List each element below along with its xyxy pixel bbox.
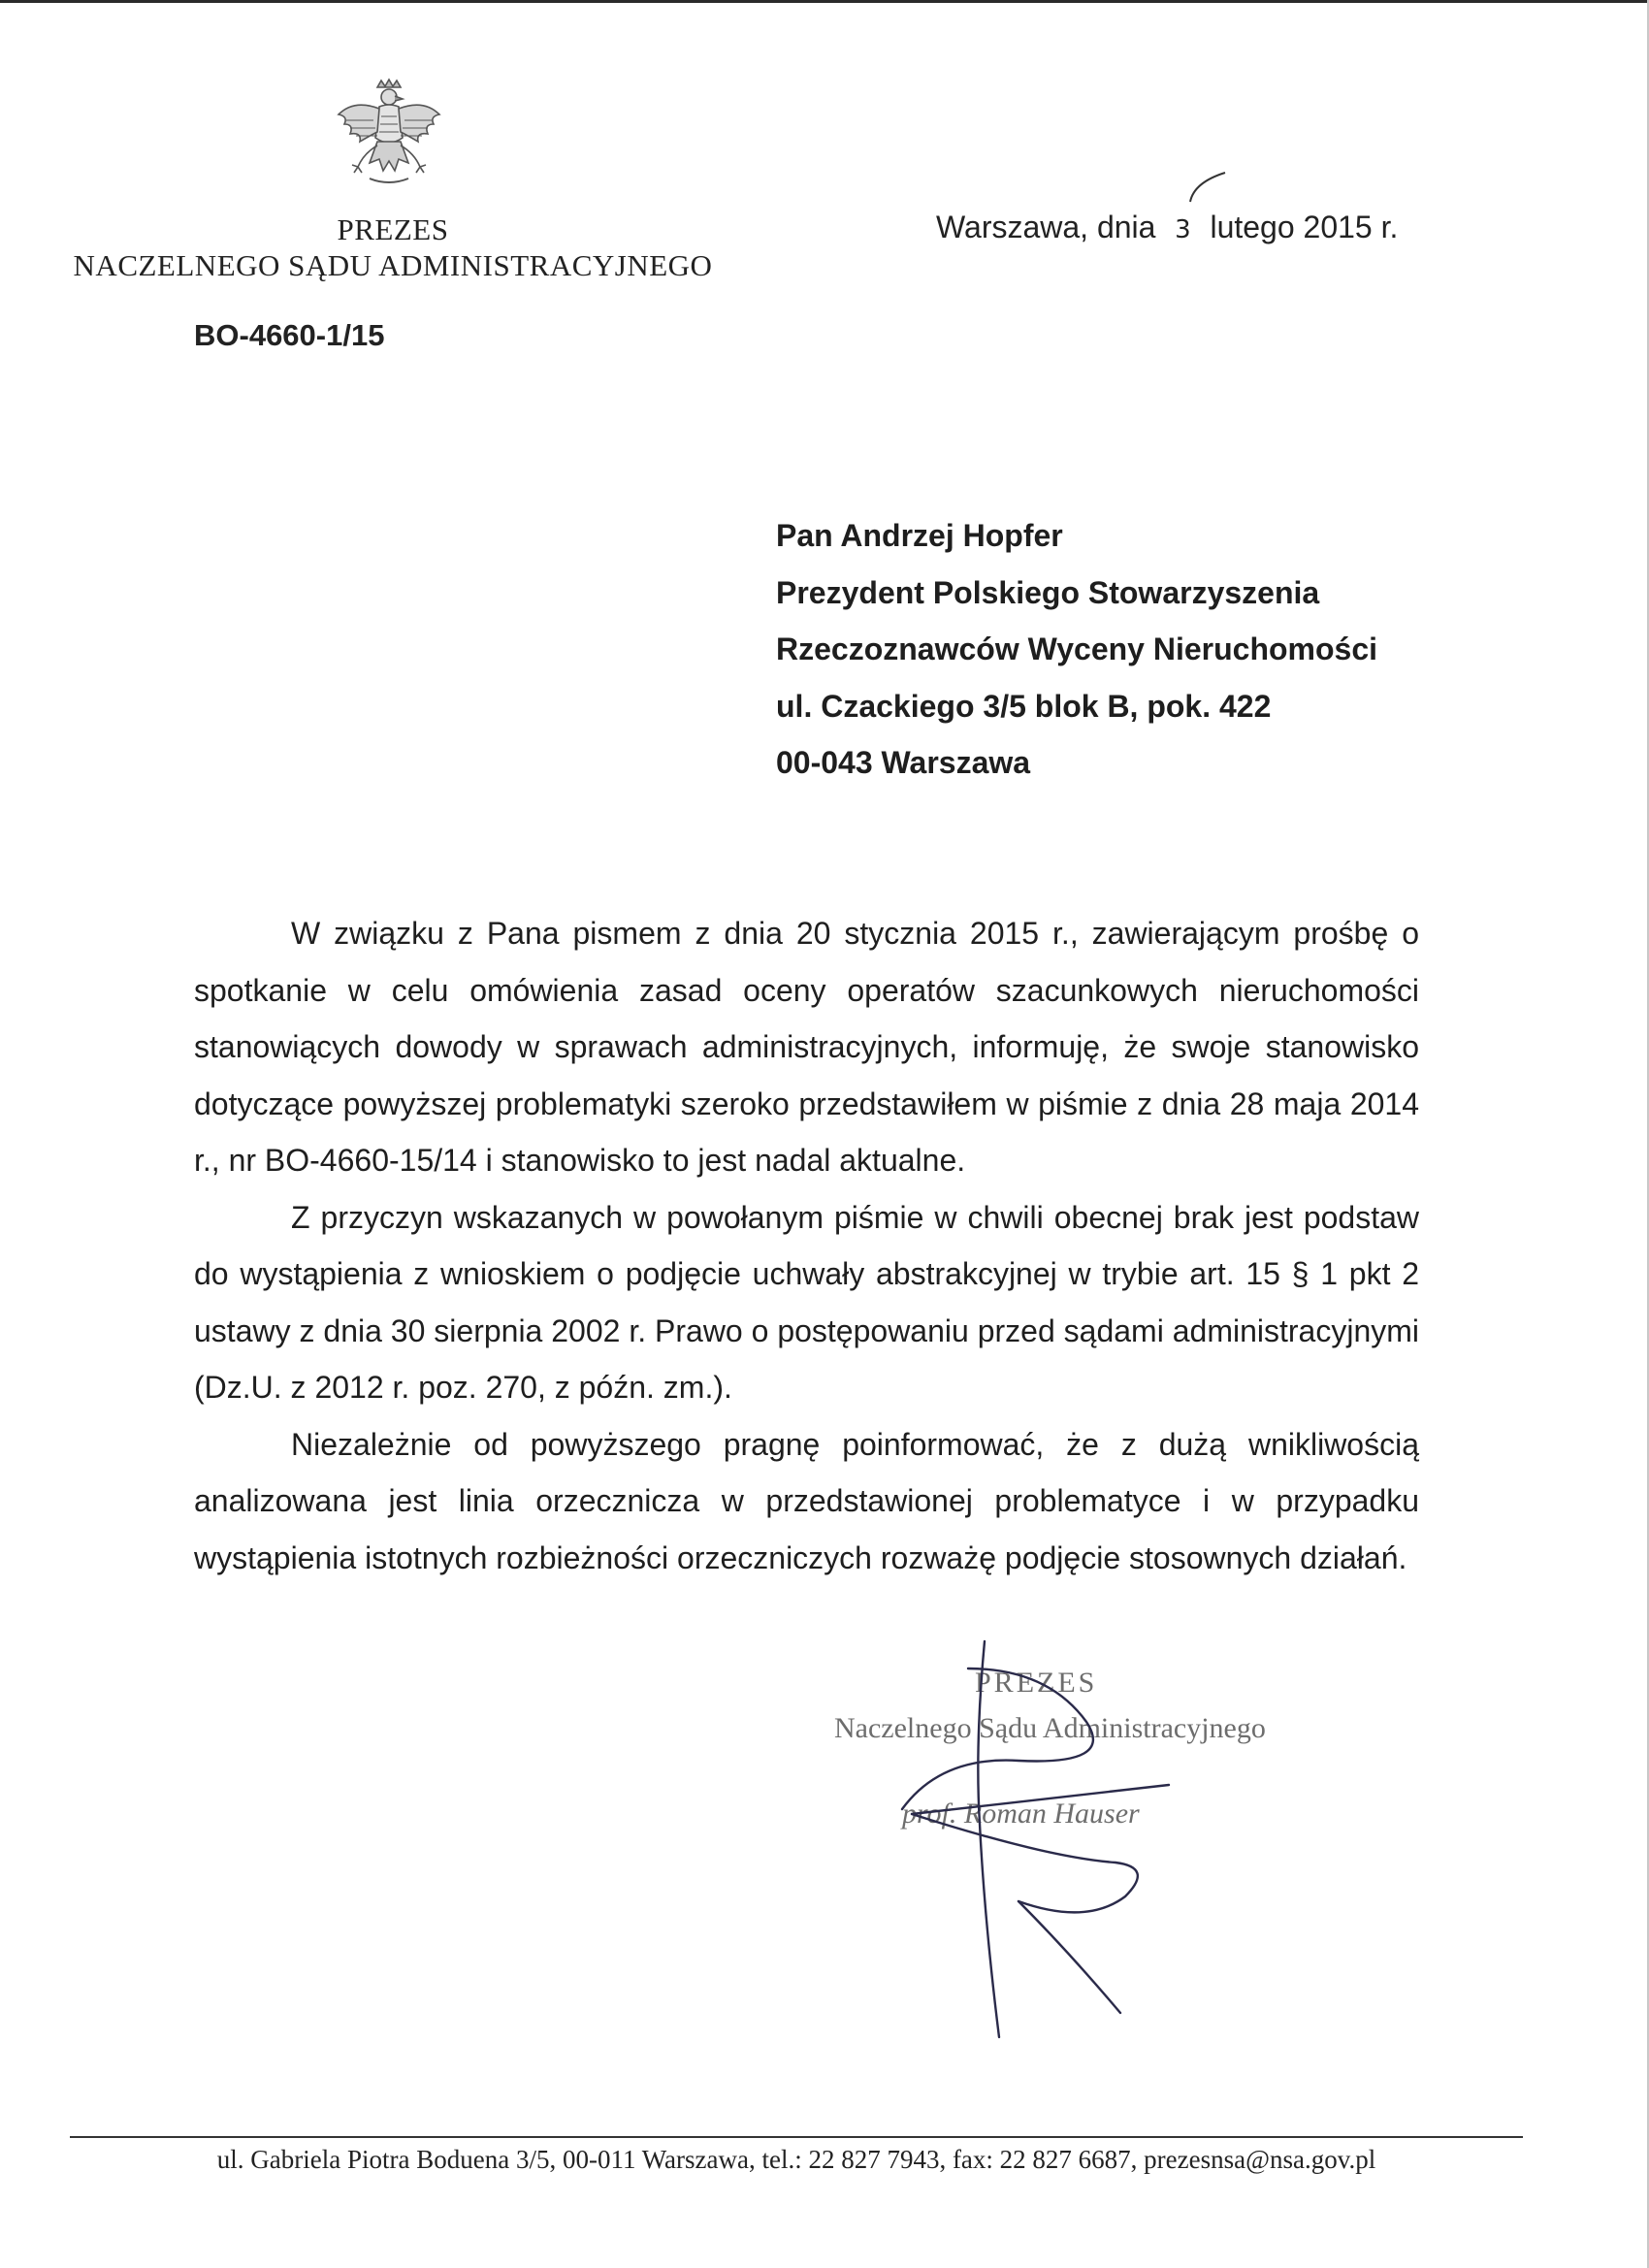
date-prefix: Warszawa, dnia: [936, 210, 1156, 244]
letter-body: [194, 905, 1419, 1586]
issuer-heading: [39, 211, 747, 283]
date-day-handwritten: 3: [1175, 215, 1191, 244]
date-pen-mark-icon: [1179, 165, 1237, 223]
scan-edge-top: [0, 0, 1649, 3]
recipient-city: 00-043 Warszawa: [776, 745, 1031, 780]
recipient-position: Prezydent Polskiego Stowarzyszenia: [776, 574, 1320, 610]
reference-number: BO-4660-1/15: [194, 318, 385, 352]
recipient-address-block: [776, 507, 1377, 792]
stamp-title: PREZES: [975, 1667, 1098, 1699]
body-paragraph-1: W związku z Pana pismem z dnia 20 stycznia 2015 r., zawierającym prośbę o spotkanie w celu omówienia zasad oceny operatów szacunkowych nieruchomości stanowiących dowody w sprawach administracyjnych, informuję, że swoje stanowisko dotyczące powyższej problematyki szeroko przedstawiłem w piśmie z dnia 28 maja 2014 r., nr BO-4660-15/14 i stanowisko to jest nadal aktualne.: [194, 916, 1419, 1178]
handwritten-signature-icon: [795, 1630, 1300, 2057]
body-paragraph-2: Z przyczyn wskazanych w powołanym piśmie w chwili obecnej brak jest podstaw do wystąpienia z wnioskiem o podjęcie uchwały abstrakcyjnej w trybie art. 15 § 1 pkt 2 ustawy z dnia 30 sierpnia 2002 r. Prawo o postępowaniu przed sądami administracyjnymi (Dz.U. z 2012 r. poz. 270, z późn. zm.).: [194, 1199, 1419, 1405]
footer-divider: [70, 2136, 1523, 2138]
stamp-institution: Naczelnego Sądu Administracyjnego: [834, 1712, 1266, 1744]
body-paragraph-3: Niezależnie od powyższego pragnę poinformować, że z dużą wnikliwością analizowana jest linia orzecznicza w przedstawionej problematyce i w przypadku wystąpienia istotnych rozbieżności orzeczniczych rozważę podjęcie stosownych działań.: [194, 1426, 1419, 1575]
date-suffix: lutego 2015 r.: [1210, 210, 1399, 244]
polish-eagle-emblem-icon: [335, 78, 443, 192]
issuer-institution: NACZELNEGO SĄDU ADMINISTRACYJNEGO: [73, 248, 713, 282]
stamp-signatory: prof. Roman Hauser: [902, 1798, 1140, 1830]
footer-address: ul. Gabriela Piotra Boduena 3/5, 00-011 Warszawa, tel.: 22 827 7943, fax: 22 827 6687, prezesnsa@nsa.gov.pl: [216, 2145, 1376, 2174]
recipient-organization: Rzeczoznawców Wyceny Nieruchomości: [776, 632, 1378, 666]
issuer-title: PREZES: [337, 212, 449, 246]
recipient-name: Pan Andrzej Hopfer: [776, 518, 1063, 553]
recipient-street: ul. Czackiego 3/5 blok B, pok. 422: [776, 688, 1272, 724]
letter-date: [936, 210, 1398, 245]
